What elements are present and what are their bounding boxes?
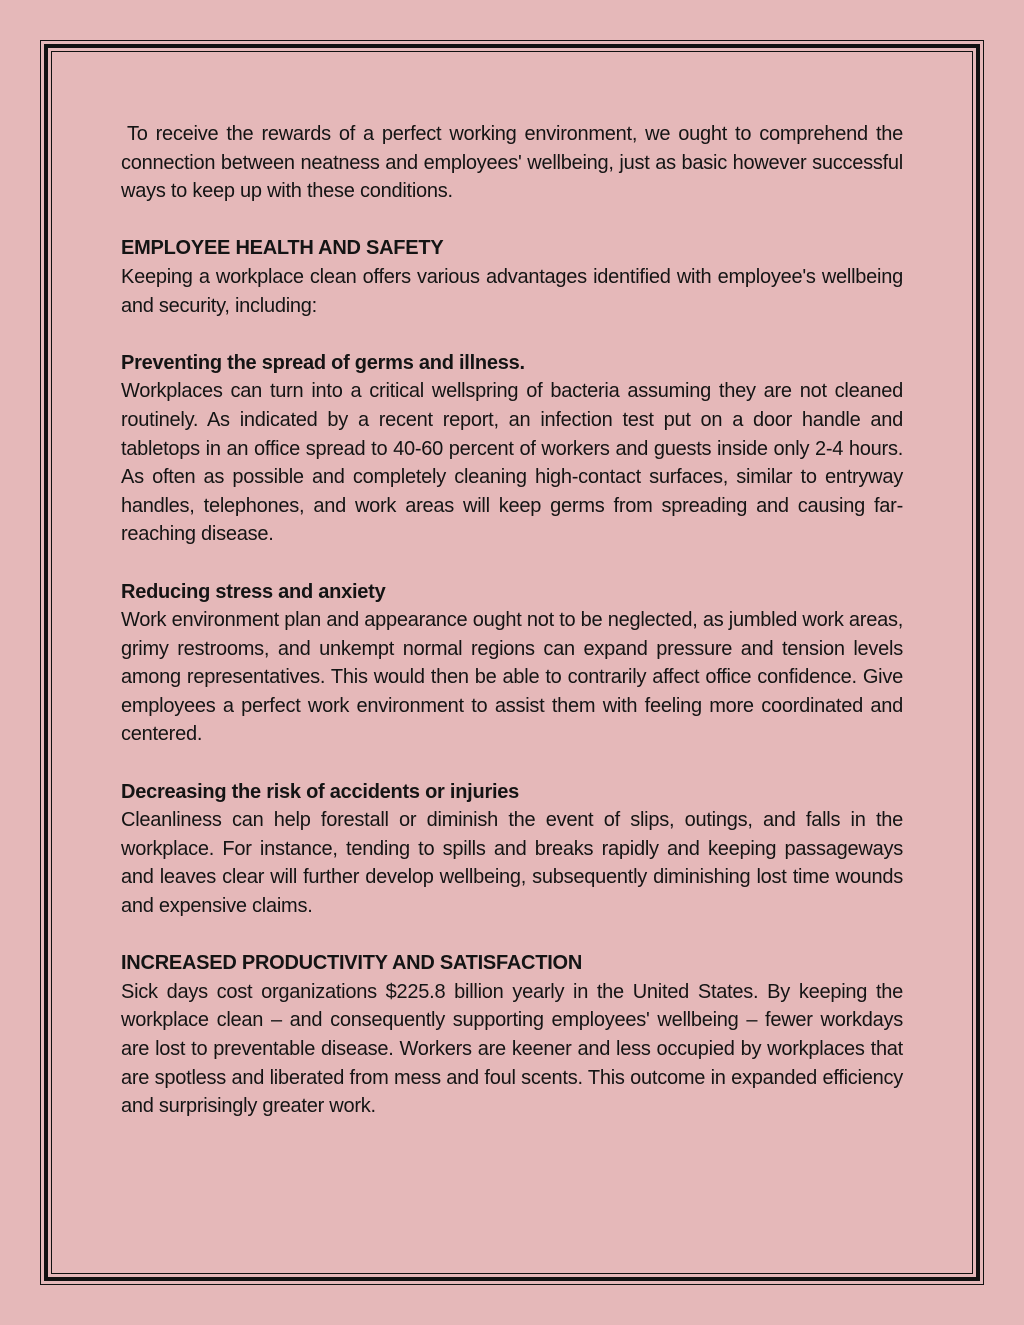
section-heading-germs: Preventing the spread of germs and illness. [121,351,525,374]
section-heading-health-safety: EMPLOYEE HEALTH AND SAFETY [121,237,444,260]
section-body-stress: Work environment plan and appearance ought not to be neglected, as jumbled work areas, grimy restrooms, and unkempt normal regions can expand pressure and tension levels among representatives. This would then be able to contrarily affect office confidence. Give employees a perfect work environment to assist them with feeling more coordinated and centered. [121,609,903,746]
section-body-health-safety: Keeping a workplace clean offers various advantages identified with employee's wellbeing and security, including: [121,265,903,317]
section-body-productivity: Sick days cost organizations $225.8 billion yearly in the United States. By keeping the workplace clean – and consequently supporting employees' wellbeing – fewer workdays are lost to preventable disease. Workers are keener and less occupied by workplaces that are spotless and liberated from mess and foul scents. This outcome in expanded efficiency and surprisingly greater work. [121,980,903,1118]
section-heading-productivity: INCREASED PRODUCTIVITY AND SATISFACTION [121,952,583,975]
document-body [121,120,903,1149]
intro-paragraph: To receive the rewards of a perfect working environment, we ought to comprehend the connection between neatness and employees' wellbeing, just as basic however successful ways to keep up with these conditions. [121,123,903,203]
section-body-germs: Workplaces can turn into a critical wellspring of bacteria assuming they are not cleaned routinely. As indicated by a recent report, an infection test put on a door handle and tabletops in an office spread to 40-60 percent of workers and guests inside only 2-4 hours. As often as possible and completely cleaning high-contact surfaces, similar to entryway handles, telephones, and work areas will keep germs from spreading and causing far-reaching disease. [121,380,903,546]
section-heading-accidents: Decreasing the risk of accidents or injuries [121,780,520,803]
section-heading-stress: Reducing stress and anxiety [121,580,386,603]
section-body-accidents: Cleanliness can help forestall or diminish the event of slips, outings, and falls in the workplace. For instance, tending to spills and breaks rapidly and keeping passageways and leaves clear will further develop wellbeing, subsequently diminishing lost time wounds and expensive claims. [121,809,903,918]
